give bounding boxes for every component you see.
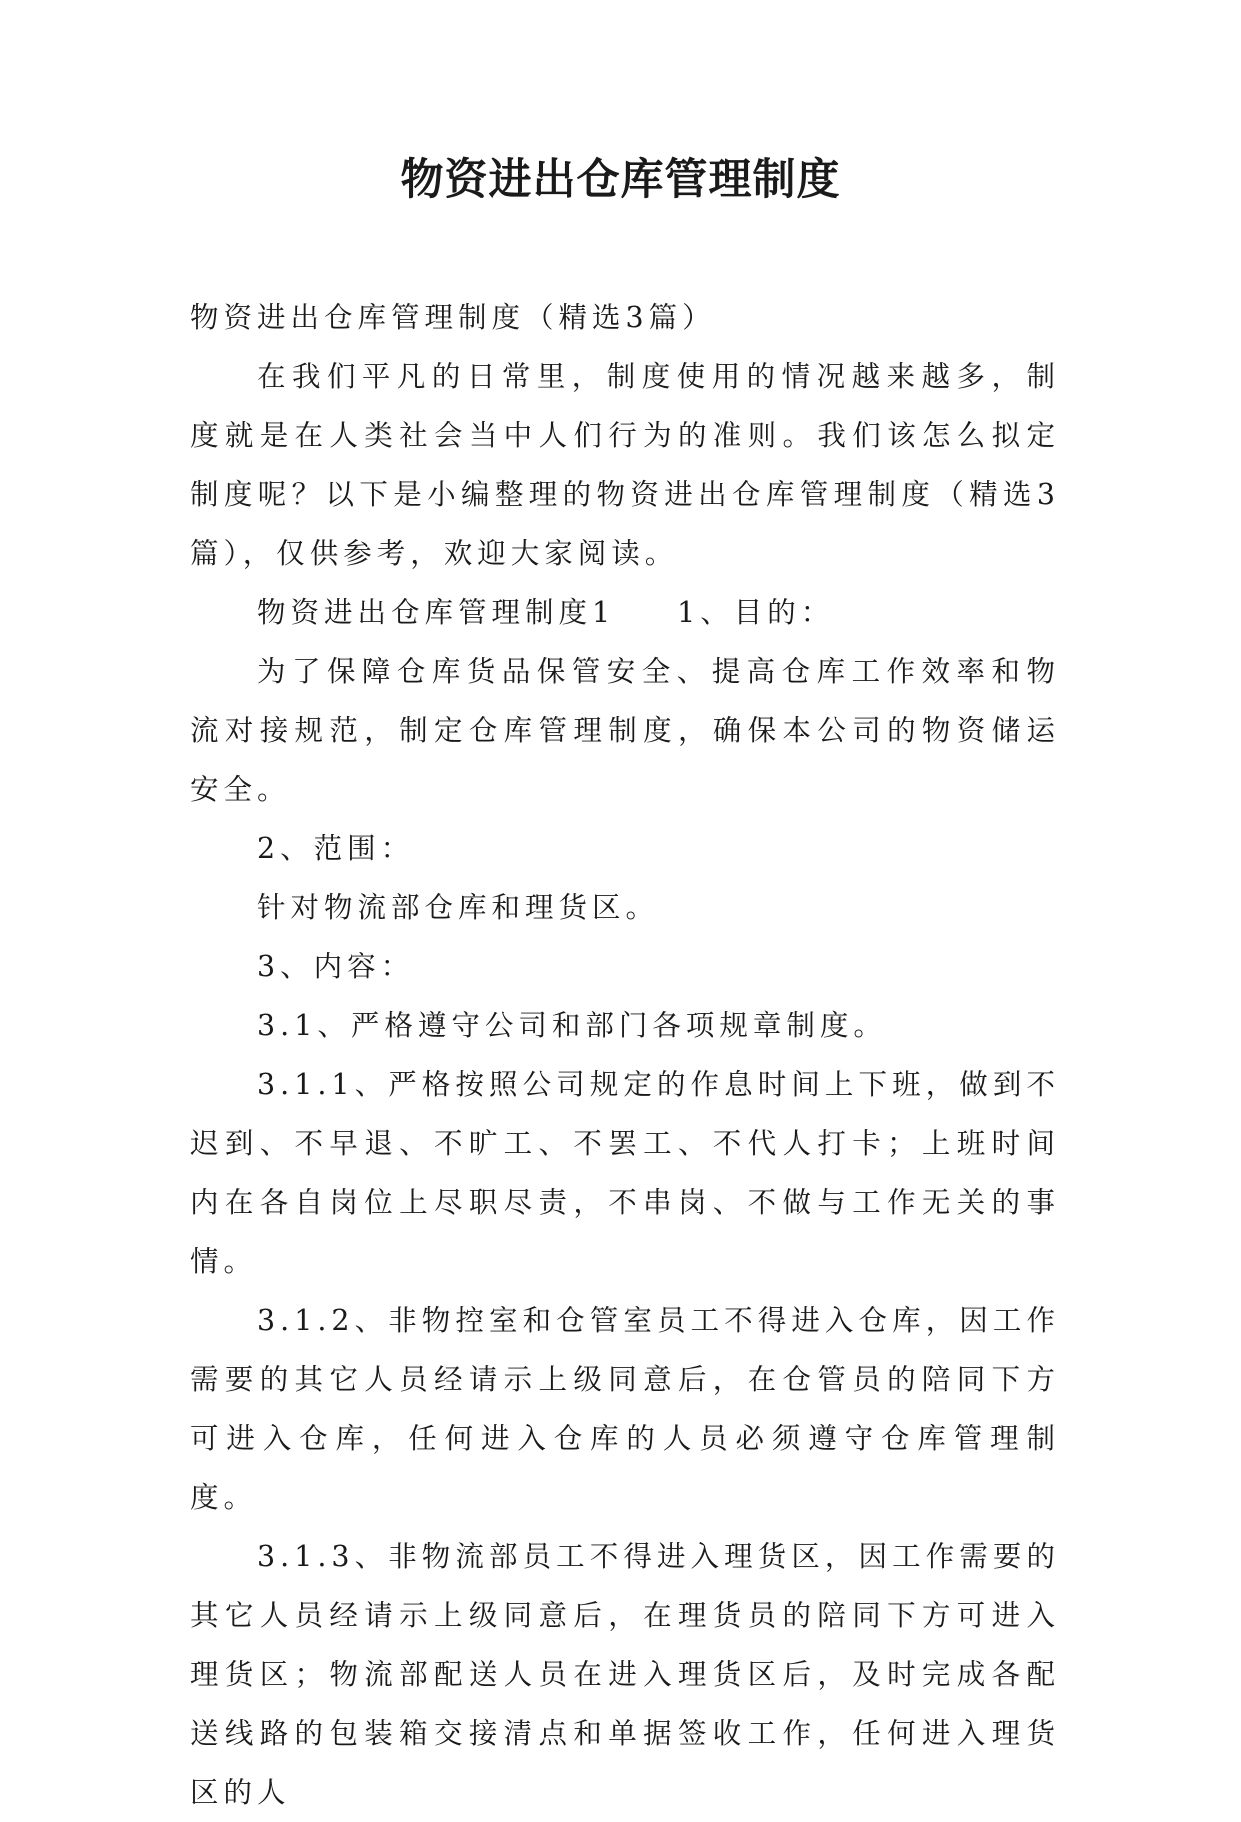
subtitle-paragraph: 物资进出仓库管理制度（精选3篇） [190,301,716,334]
document-body [190,288,1060,1822]
section-heading-paragraph [190,583,1060,642]
document-title: 物资进出仓库管理制度 [400,155,841,205]
scope-paragraph: 针对物流部仓库和理货区。 [257,891,660,924]
rule-3-1-1-paragraph: 3.1.1、严格按照公司规定的作息时间上下班，做到不迟到、不早退、不旷工、不罢工、不代人打卡；上班时间内在各自岗位上尽职尽责，不串岗、不做与工作无关的事情。 [190,1068,1060,1278]
rule-3-1-3-paragraph: 3.1.3、非物流部员工不得进入理货区，因工作需要的其它人员经请示上级同意后，在理货员的陪同下方可进入理货区；物流部配送人员在进入理货区后，及时完成各配送线路的包装箱交接清点和单据签收工作，任何进入理货区的人 [190,1540,1060,1809]
section-heading-title: 物资进出仓库管理制度1 [257,596,616,629]
rule-3-1-2-paragraph: 3.1.2、非物控室和仓管室员工不得进入仓库，因工作需要的其它人员经请示上级同意后，在仓管员的陪同下方可进入仓库，任何进入仓库的人员必须遵守仓库管理制度。 [190,1304,1060,1514]
purpose-paragraph: 为了保障仓库货品保管安全、提高仓库工作效率和物流对接规范，制定仓库管理制度，确保本公司的物资储运安全。 [190,655,1060,806]
section-heading-purpose-label: 1、目的： [677,596,835,629]
rule-3-1-paragraph: 3.1、严格遵守公司和部门各项规章制度。 [257,1009,887,1042]
scope-heading-paragraph: 2、范围： [257,832,415,865]
content-heading-paragraph: 3、内容： [257,950,415,983]
intro-paragraph: 在我们平凡的日常里，制度使用的情况越来越多，制度就是在人类社会当中人们行为的准则。我们该怎么拟定制度呢？以下是小编整理的物资进出仓库管理制度（精选3篇），仅供参考，欢迎大家阅读。 [190,360,1060,570]
